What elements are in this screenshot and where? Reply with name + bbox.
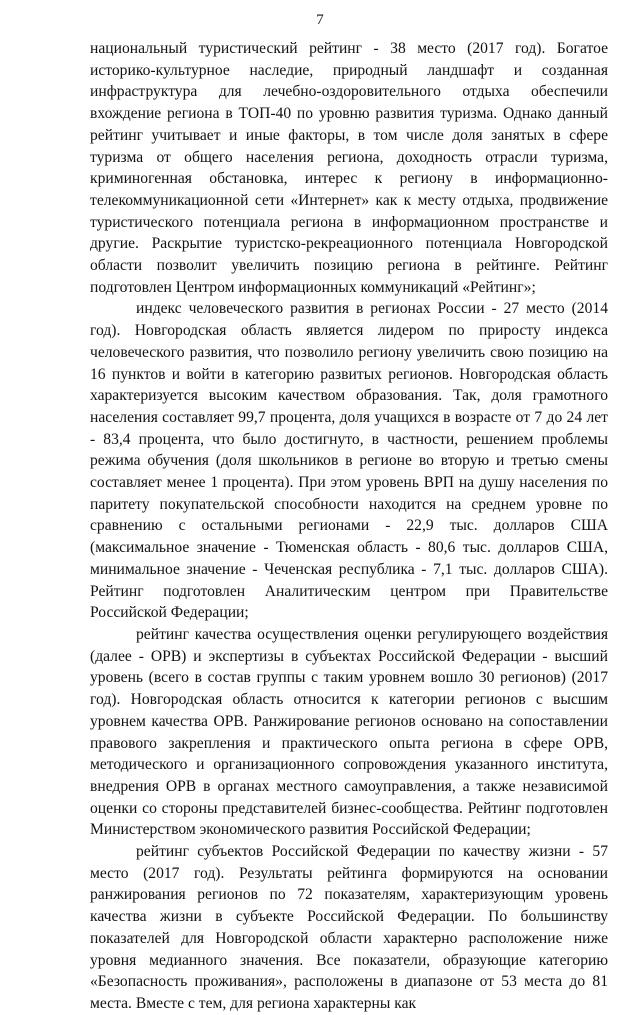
paragraph-human-development-index: индекс человеческого развития в регионах России - 27 место (2014 год). Новгородская область является лидером по приросту индекса человеческого развития, что позволило региону увеличить свою позицию на 16 пунктов и войти в категорию развитых регионов. Новгородская область характеризуется высоким качеством образования. Так, доля грамотного населения составляет 99,7 процента, доля учащихся в возрасте от 7 до 24 лет - 83,4 процента, что было достигнуто, в частности, решением проблемы режима обучения (доля школьников в регионе во вторую и третью смены составляет менее 1 процента). При этом уровень ВРП на душу населения по паритету покупательской способности находится на среднем уровне по сравнению с остальными регионами - 22,9 тыс. долларов США (максимальное значение - Тюменская область - 80,6 тыс. долларов США, минимальное значение - Чеченская республика - 7,1 тыс. долларов США). Рейтинг подготовлен Аналитическим центром при Правительстве Российской Федерации;: [90, 300, 608, 622]
page-number: 7: [316, 12, 324, 28]
document-body: [90, 38, 608, 1015]
paragraph-regulatory-impact-rating: рейтинг качества осуществления оценки регулирующего воздействия (далее - ОРВ) и экспертизы в субъектах Российской Федерации - высший уровень (всего в состав группы с таким уровнем вошло 30 регионов) (2017 год). Новгородская область относится к категории регионов с высшим уровнем качества ОРВ. Ранжирование регионов основано на сопоставлении правового закрепления и практического опыта региона в сфере ОРВ, методического и организационного сопровождения указанного института, внедрения ОРВ в органах местного самоуправления, а также независимой оценки со стороны представителей бизнес-сообщества. Рейтинг подготовлен Министерством экономического развития Российской Федерации;: [90, 625, 608, 839]
paragraph-tourism-rating: национальный туристический рейтинг - 38 место (2017 год). Богатое историко-культурное наследие, природный ландшафт и созданная инфраструктура для лечебно-оздоровительного отдыха обеспечили вхождение региона в ТОП-40 по уровню развития туризма. Однако данный рейтинг учитывает и иные факторы, в том числе доля занятых в сфере туризма от общего населения региона, доходность отрасли туризма, криминогенная обстановка, интерес к региону в информационно-телекоммуникационной сети «Интернет» как к месту отдыха, продвижение туристического потенциала региона в информационном пространстве и другие. Раскрытие туристско-рекреационного потенциала Новгородской области позволит увеличить позицию региона в рейтинге. Рейтинг подготовлен Центром информационных коммуникаций «Рейтинг»;: [90, 40, 608, 296]
paragraph-quality-of-life-rating: рейтинг субъектов Российской Федерации по качеству жизни - 57 место (2017 год). Результаты рейтинга формируются на основании ранжирования регионов по 72 показателям, характеризующим уровень качества жизни в субъекте Российской Федерации. По большинству показателей для Новгородской области характерно расположение ниже уровня медианного значения. Все показатели, образующие категорию «Безопасность проживания», расположены в диапазоне от 53 места до 81 места. Вместе с тем, для региона характерны как: [90, 843, 608, 1012]
